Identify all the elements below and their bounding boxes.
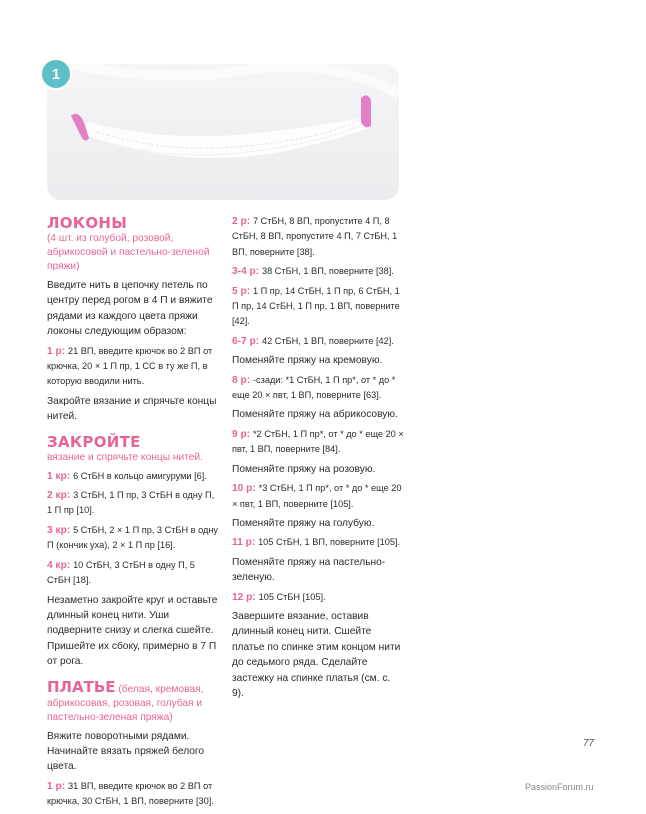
zakroyte-note: Незаметно закройте круг и оставьте длинный конец нити. Уши подверните снизу и слегка сшейте. Пришейте их сбоку, примерно в 7 П от рога. bbox=[47, 594, 218, 668]
crochet-photo bbox=[47, 64, 399, 200]
locony-row-1: 1 р: 21 ВП, введите крючок во 2 ВП от крючка, 20 × 1 П пр, 1 СС в ту же П, в которую вводили нить. bbox=[47, 345, 213, 387]
row-10: 10 р: *3 СтБН, 1 П пр*, от * до * еще 20 × пвт, 1 ВП, поверните [105]. bbox=[232, 483, 402, 509]
crochet-strip-image bbox=[47, 64, 399, 200]
section-heading-zakroyte: ЗАКРОЙТЕ bbox=[47, 432, 141, 451]
row-5: 5 р: 1 П пр, 14 СтБН, 1 П пр, 6 СтБН, 1 П пр, 14 СтБН, 1 П пр, 1 ВП, поверните [42]. bbox=[232, 285, 400, 327]
section-heading-platye: ПЛАТЬЕ (белая, кремовая, абрикосовая, розовая, голубая и пастельно-зеленая пряжа) bbox=[47, 677, 204, 723]
watermark: PassionForum.ru bbox=[525, 782, 594, 792]
row-2: 2 р: 7 СтБН, 8 ВП, пропустите 4 П, 8 СтБН, 8 ВП, пропустите 4 П, 7 СтБН, 1 ВП, поверните [38]. bbox=[232, 216, 398, 257]
right-column bbox=[232, 214, 404, 705]
row-11: 11 р: 105 СтБН, 1 ВП, поверните [105]. bbox=[232, 537, 401, 549]
locony-intro: Введите нить в цепочку петель по центру перед рогом в 4 П и вяжите рядами из каждого цвета пряжи локоны следующим образом: bbox=[47, 280, 213, 338]
step-badge: 1 bbox=[40, 58, 72, 90]
row-6-7: 6-7 р: 42 СтБН, 1 ВП, поверните [42]. bbox=[232, 335, 394, 347]
color-change-apricot: Поменяйте пряжу на абрикосовую. bbox=[232, 409, 398, 421]
final-note: Завершите вязание, оставив длинный конец нити. Сшейте платье по спинке этим концом нити до седьмого ряда. Сделайте застежку на спинке платья (см. с. 9). bbox=[232, 610, 401, 699]
round-4: 4 кр: 10 СтБН, 3 СтБН в одну П, 5 СтБН [18]. bbox=[47, 559, 195, 586]
row-9: 9 р: *2 СтБН, 1 П пр*, от * до * еще 20 × пвт, 1 ВП, поверните [84]. bbox=[232, 428, 404, 455]
round-2: 2 кр: 3 СтБН, 1 П пр, 3 СтБН в одну П, 1 П пр [10]. bbox=[47, 490, 215, 516]
color-change-blue: Поменяйте пряжу на голубую. bbox=[232, 517, 375, 529]
row-8: 8 р: -сзади: *1 СтБН, 1 П пр*, от * до * еще 20 × пвт, 1 ВП, поверните [63]. bbox=[232, 374, 396, 401]
section-sub-zakroyte: вязание и спрячьте концы нитей. bbox=[47, 451, 203, 463]
row-3-4: 3-4 р: 38 СтБН, 1 ВП, поверните [38]. bbox=[232, 266, 394, 278]
round-3: 3 кр: 5 СтБН, 2 × 1 П пр, 3 СтБН в одну П (кончик уха), 2 × 1 П пр [16]. bbox=[47, 524, 219, 551]
platye-intro: Вяжите поворотными рядами. Начинайте вязать пряжей белого цвета. bbox=[47, 730, 205, 773]
round-1: 1 кр: 6 СтБН в кольцо амигуруми [6]. bbox=[47, 470, 207, 482]
color-change-cream: Поменяйте пряжу на кремовую. bbox=[232, 355, 383, 367]
locony-close: Закройте вязание и спрячьте концы нитей. bbox=[47, 395, 217, 423]
left-column bbox=[47, 214, 219, 814]
platye-row-1: 1 р: 31 ВП, введите крючок во 2 ВП от крючка, 30 СтБН, 1 ВП, поверните [30]. bbox=[47, 780, 214, 807]
color-change-pink: Поменяйте пряжу на розовую. bbox=[232, 463, 376, 475]
section-heading-locony: ЛОКОНЫ bbox=[47, 214, 128, 232]
section-sub-locony: (4 шт. из голубой, розовой, абрикосовой и пастельно-зеленой пряжи) bbox=[47, 233, 210, 272]
stitch-marker-right bbox=[361, 95, 371, 127]
page-number: 77 bbox=[583, 738, 595, 749]
color-change-green: Поменяйте пряжу на пастельно-зеленую. bbox=[232, 556, 386, 584]
row-12: 12 р: 105 СтБН [105]. bbox=[232, 591, 326, 603]
